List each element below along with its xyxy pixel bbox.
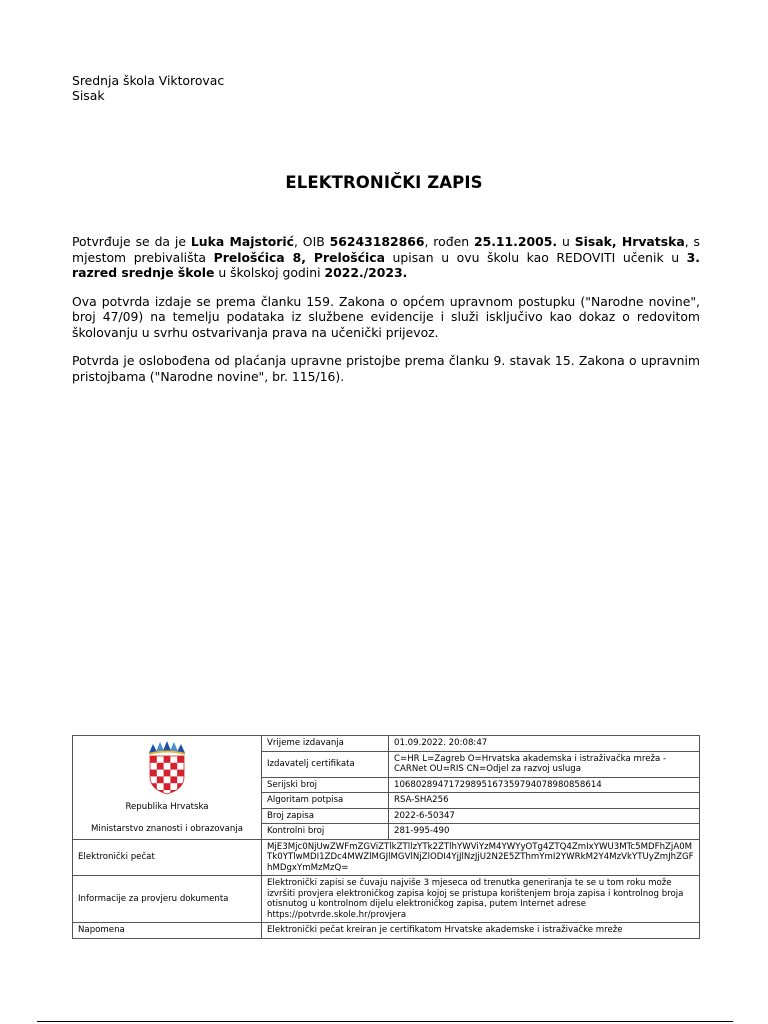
info-label: Informacije za provjeru dokumenta [73, 876, 262, 923]
row-label: Broj zapisa [262, 808, 389, 824]
school-header [72, 73, 224, 103]
row-label: Vrijeme izdavanja [262, 736, 389, 752]
row-value: C=HR L=Zagreb O=Hrvatska akademska i istraživačka mreža - CARNet OU=RIS CN=Odjel za razvoj usluga [389, 751, 700, 777]
row-label: Izdavatelj certifikata [262, 751, 389, 777]
paragraph-confirmation [72, 234, 700, 281]
info-value: Elektronički zapisi se čuvaju najviše 3 mjeseca od trenutka generiranja te se u tom roku može izvršiti provjera elektroničkog zapisa kojoj se pristupa korištenjem broja zapisa i kontrolnog broja otisnutog u kontrolnom dijelu elektroničkog zapisa, putem Internet adrese https://potvrde.skole.hr/provjera [262, 876, 700, 923]
table-row [73, 876, 700, 923]
paragraph-legal-basis: Ova potvrda izdaje se prema članku 159. Zakona o općem upravnom postupku ("Narodne novine", broj 47/09) na temelju podataka iz službene evidencije i služi isključivo kao dokaz o redovitom školovanju u svrhu ostvarivanja prava na učenički prijevoz. [72, 293, 700, 340]
logo-caption-ministry: Ministarstvo znanosti i obrazovanja [91, 823, 243, 834]
checkered-shield [150, 756, 184, 795]
school-year: 2022./2023. [324, 265, 408, 280]
text-fragment: , s mjestom prebivališta [72, 234, 700, 265]
table-row [73, 839, 700, 876]
logo-caption-country: Republika Hrvatska [125, 802, 209, 812]
text-fragment: , rođen [424, 234, 474, 249]
table-row [73, 736, 700, 752]
row-value: 01.09.2022. 20:08:47 [389, 736, 700, 752]
row-value: 2022-6-50347 [389, 808, 700, 824]
text-fragment: u [557, 234, 575, 249]
student-oib: 56243182866 [329, 234, 425, 249]
note-value: Elektronički pečat kreiran je certifikatom Hrvatske akademske i istraživačke mreže [262, 923, 700, 939]
row-value: RSA-SHA256 [389, 793, 700, 809]
row-value: 281-995-490 [389, 824, 700, 840]
note-label: Napomena [73, 923, 262, 939]
school-name: Srednja škola Viktorovac [72, 73, 225, 88]
croatian-coat-of-arms-icon [146, 741, 188, 795]
row-value: 106802894717298951673597940789808586​14 [389, 777, 700, 793]
residence: Prelošćica 8, Prelošćica [213, 249, 385, 265]
table-row [73, 923, 700, 939]
text-fragment: Potvrđuje se da je [72, 234, 191, 249]
document-body [72, 234, 700, 397]
text-fragment: upisan u ovu školu kao REDOVITI učenik u [384, 249, 687, 265]
seal-value: MjE3Mjc0NjUwZWFmZGViZTlkZTllzYTk2ZTlhYWViYzM4YWYyOTg4ZTQ4ZmIxYWU3MTc5MDFhZjA0MTk0YTlwMDI1ZDc4MWZlMGJlMGVlNjZlODI4YjJlNzJjU2N2E5ZThmYmI2YWRkM2Y4MzVkYTUyZmJhZGFhMDgxYmMzMzQ= [262, 839, 700, 876]
school-city: Sisak [72, 88, 105, 103]
student-name: Luka Majstorić [190, 234, 294, 249]
birth-date: 25.11.2005. [473, 234, 558, 249]
signature-table [72, 735, 700, 939]
grade: 3. razred srednje škole [72, 249, 700, 280]
seal-label: Elektronički pečat [73, 839, 262, 876]
row-label: Algoritam potpisa [262, 793, 389, 809]
text-fragment: , OIB [293, 234, 330, 249]
text-fragment: u školskoj godini [214, 265, 325, 280]
paragraph-fee-exemption: Potvrda je oslobođena od plaćanja upravne pristojbe prema članku 9. stavak 15. Zakona o upravnim pristojbama ("Narodne novine", br. 115/16). [72, 353, 700, 384]
crown-icon [149, 741, 185, 755]
issuer-logo-cell [73, 736, 262, 840]
page-bottom-rule [37, 1021, 733, 1022]
birth-place: Sisak, Hrvatska [574, 234, 685, 249]
row-label: Kontrolni broj [262, 824, 389, 840]
row-label: Serijski broj [262, 777, 389, 793]
document-title: ELEKTRONIČKI ZAPIS [285, 173, 483, 192]
